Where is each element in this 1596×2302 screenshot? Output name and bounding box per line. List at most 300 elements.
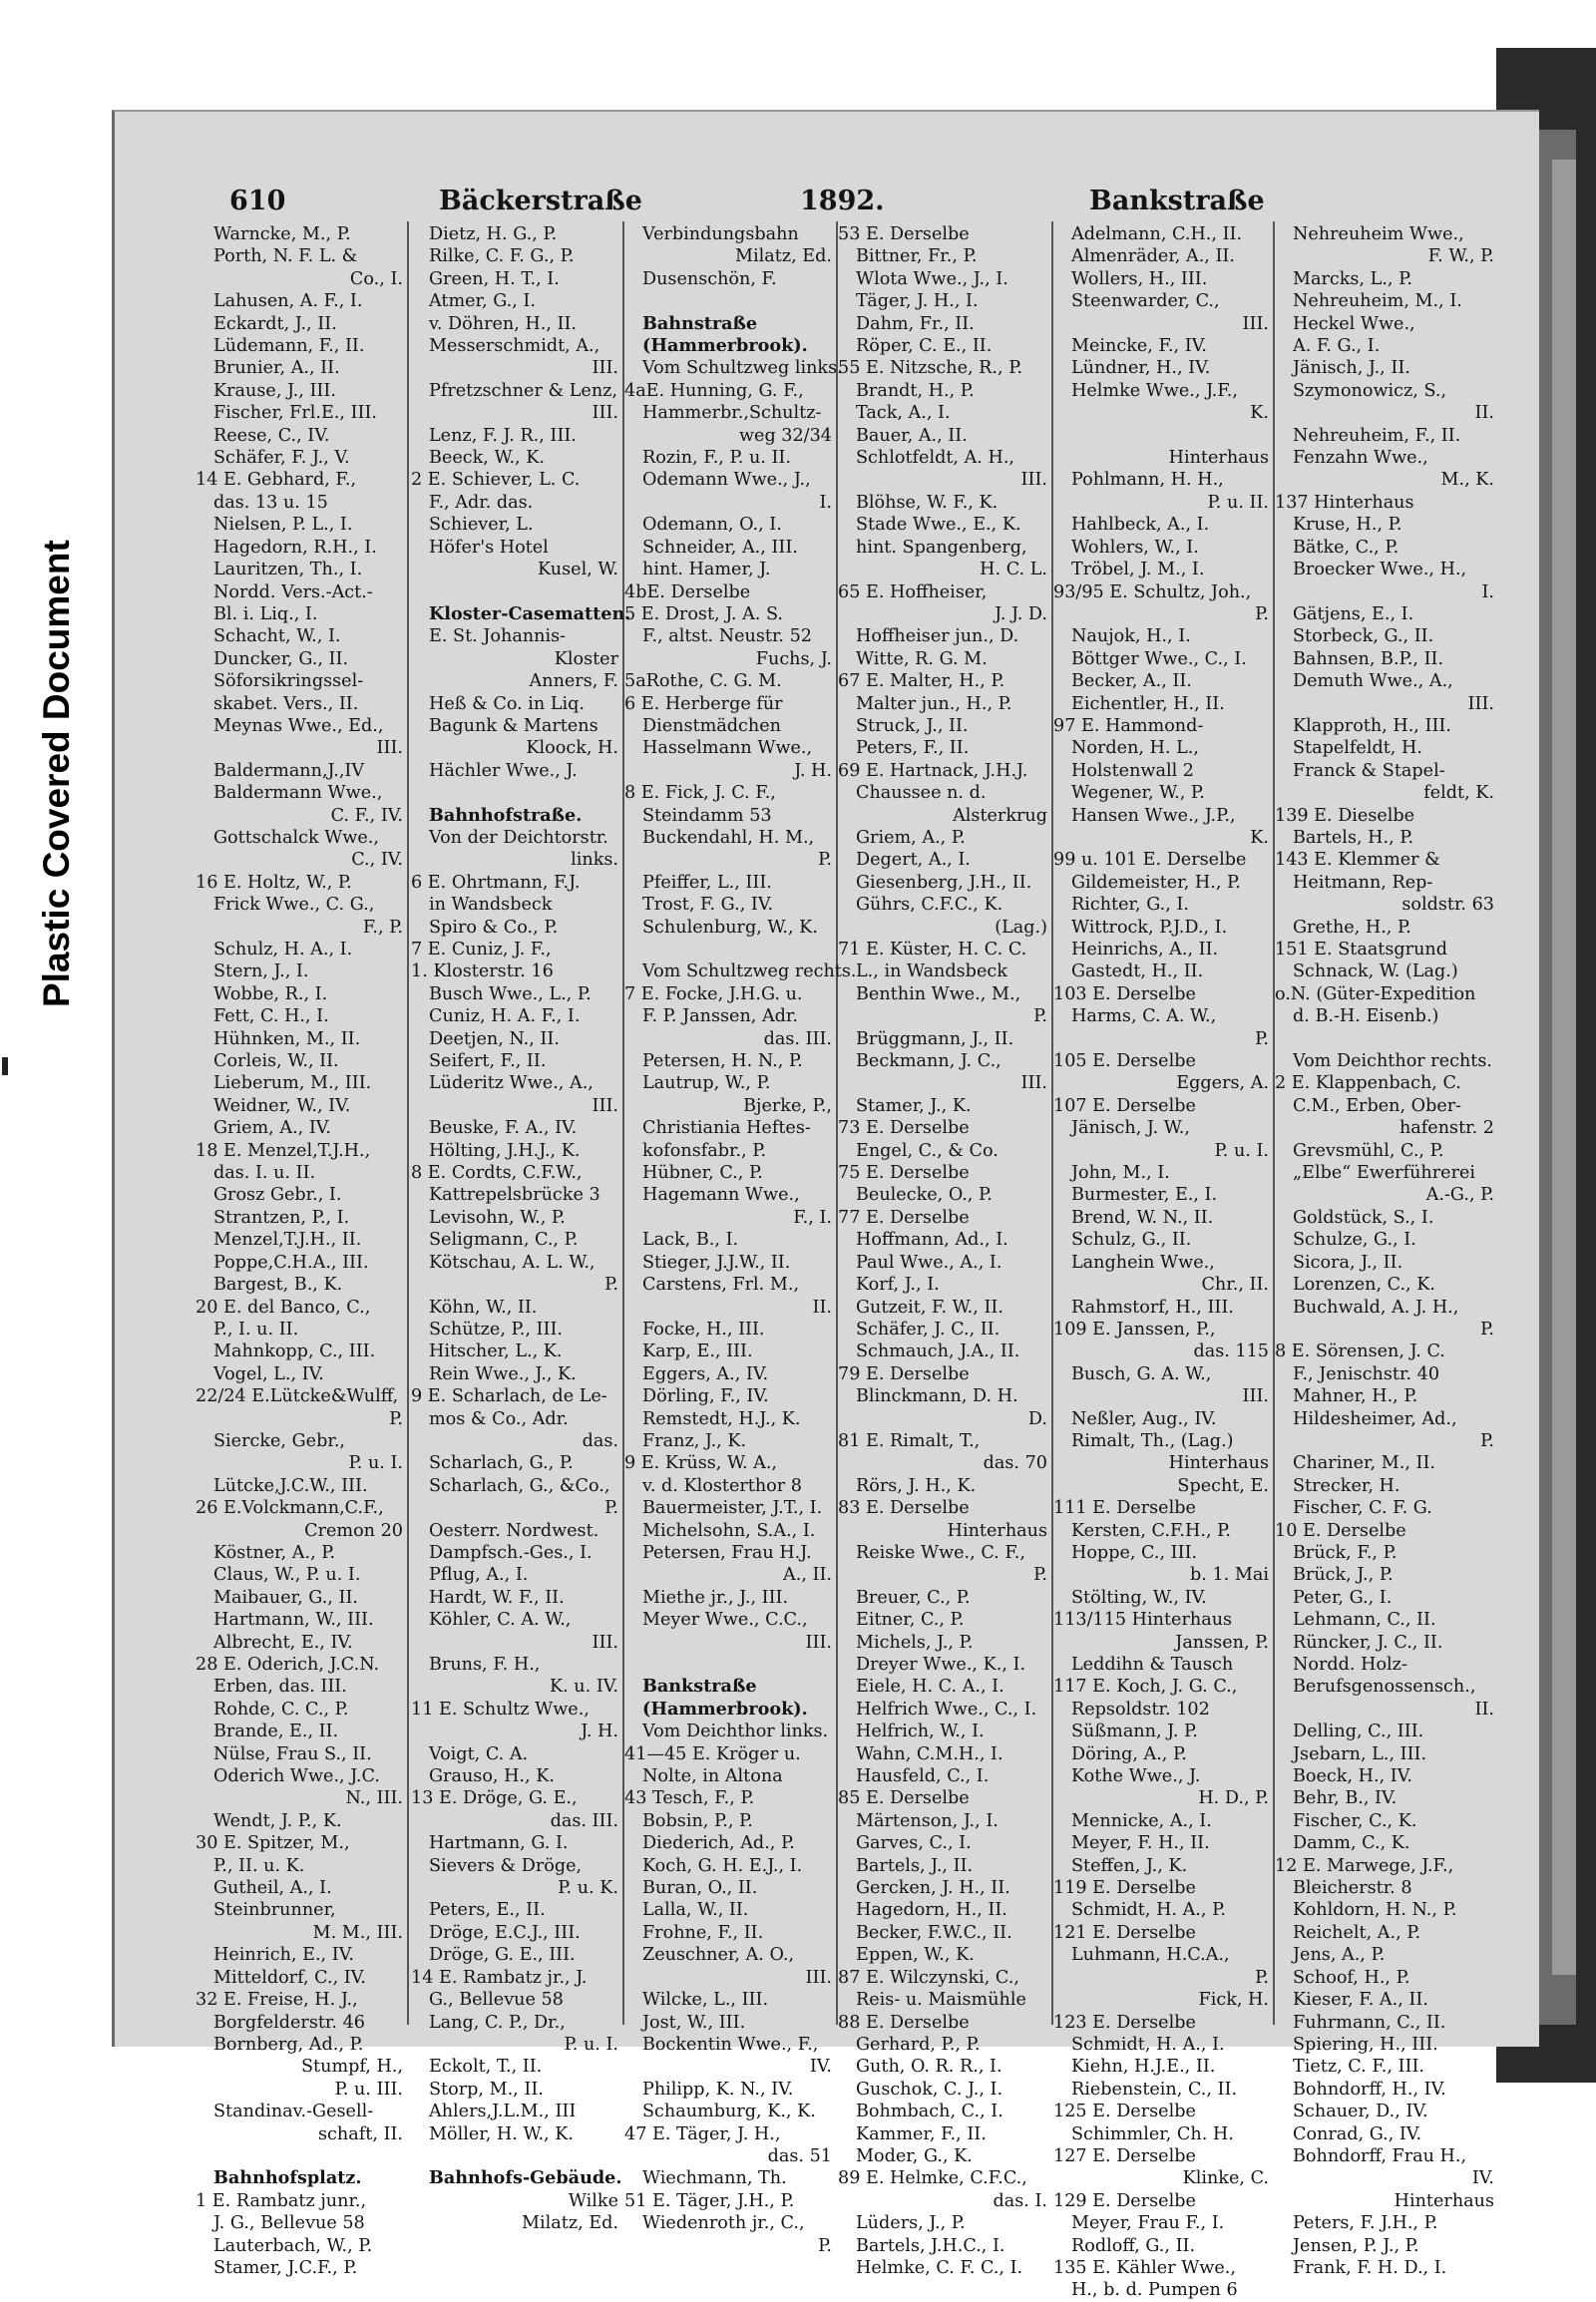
directory-line: Jänisch, J. W., bbox=[1071, 1118, 1190, 1139]
directory-line: Frank, F. H. D., I. bbox=[1293, 2257, 1447, 2278]
directory-line: G., Bellevue 58 bbox=[429, 1990, 564, 2011]
directory-line: Tröbel, J. M., I. bbox=[1071, 560, 1205, 580]
directory-line: IV. bbox=[1471, 2168, 1494, 2189]
directory-line: Warncke, M., P. bbox=[213, 224, 351, 244]
directory-line: Peters, F., II. bbox=[856, 738, 970, 759]
directory-line: Brandt, H., P. bbox=[856, 380, 975, 401]
directory-line: P. u. I. bbox=[1214, 1140, 1269, 1161]
directory-line: III. bbox=[805, 1967, 832, 1988]
directory-line: Eggers, A. bbox=[1176, 1073, 1269, 1094]
directory-line: 41—45 E. Kröger u. bbox=[624, 1743, 801, 1764]
directory-line: Jost, W., III. bbox=[642, 2012, 746, 2033]
directory-line: Hagedorn, R.H., I. bbox=[213, 537, 377, 558]
directory-line: 4bE. Derselbe bbox=[624, 581, 751, 602]
directory-line: Meyer, Frau F., I. bbox=[1071, 2213, 1225, 2234]
directory-line: H. C. L. bbox=[980, 560, 1047, 580]
directory-line bbox=[1057, 425, 1269, 447]
directory-line: 113/115 Hinterhaus bbox=[1053, 1610, 1233, 1631]
directory-line: Petersen, Frau H.J. bbox=[642, 1542, 812, 1563]
directory-line: Bohndorff, Frau H., bbox=[1293, 2145, 1467, 2166]
directory-line: Bahnhofstraße. bbox=[429, 804, 583, 826]
directory-line: Reis- u. Maismühle bbox=[856, 1990, 1026, 2011]
directory-line: Becker, F.W.C., II. bbox=[856, 1922, 1012, 1943]
directory-line: Bohndorff, H., IV. bbox=[1293, 2079, 1446, 2100]
directory-line: 105 E. Derselbe bbox=[1053, 1051, 1196, 1072]
directory-line: v. Döhren, H., II. bbox=[429, 313, 578, 334]
directory-line: F. W., P. bbox=[1427, 246, 1494, 267]
directory-line: P. u. I. bbox=[348, 1453, 403, 1474]
directory-line: 10 E. Derselbe bbox=[1275, 1520, 1406, 1541]
directory-line: Steffen, J., K. bbox=[1071, 1855, 1188, 1876]
directory-line: Meyer Wwe., C.C., bbox=[642, 1610, 808, 1631]
directory-line: links. bbox=[571, 850, 618, 871]
directory-line: P. bbox=[1255, 603, 1269, 624]
directory-line: 14 E. Gebhard, F., bbox=[196, 470, 357, 491]
directory-line bbox=[1279, 1028, 1494, 1050]
directory-line: P. u. III. bbox=[334, 2079, 403, 2100]
directory-line: b. 1. Mai bbox=[1190, 1565, 1269, 1586]
directory-line: 93/95 E. Schultz, Joh., bbox=[1053, 581, 1252, 602]
directory-line: A.-G., P. bbox=[1425, 1185, 1494, 1206]
directory-line: das. I. bbox=[993, 2190, 1047, 2211]
directory-line: Breuer, C., P. bbox=[856, 1587, 971, 1608]
directory-line: F., Adr. das. bbox=[429, 492, 534, 513]
directory-line: F., P. bbox=[362, 917, 403, 938]
directory-line: Oderich Wwe., J.C. bbox=[213, 1766, 380, 1787]
directory-line: J. H. bbox=[581, 1722, 618, 1742]
directory-line: Meyer, F. H., II. bbox=[1071, 1833, 1210, 1854]
directory-line: Poppe,C.H.A., III. bbox=[213, 1252, 369, 1273]
directory-line: Nordd. Holz- bbox=[1293, 1655, 1407, 1675]
directory-line: Bohmbach, C., I. bbox=[856, 2102, 1003, 2122]
directory-line: Stieger, J.J.W., II. bbox=[642, 1252, 791, 1273]
directory-line: Pfeiffer, L., III. bbox=[642, 872, 772, 893]
directory-line: 87 E. Wilczynski, C., bbox=[838, 1967, 1019, 1988]
directory-line: Röper, C. E., II. bbox=[856, 336, 993, 357]
directory-line: Schlotfeldt, A. H., bbox=[856, 448, 1015, 469]
directory-line: Bleicherstr. 8 bbox=[1293, 1878, 1412, 1899]
directory-line: III. bbox=[1020, 470, 1047, 491]
directory-line: Hausfeld, C., I. bbox=[856, 1766, 990, 1787]
directory-line: 151 E. Staatsgrund bbox=[1275, 940, 1447, 959]
directory-line: Corleis, W., II. bbox=[213, 1051, 339, 1072]
directory-line: Duncker, G., II. bbox=[213, 648, 349, 669]
directory-line: Kothe Wwe., J. bbox=[1071, 1766, 1201, 1787]
directory-line: Brück, F., P. bbox=[1293, 1542, 1397, 1563]
directory-line: Philipp, K. N., IV. bbox=[642, 2079, 794, 2100]
directory-line: (Hammerbrook). bbox=[642, 1698, 808, 1720]
directory-line: Lütcke,J.C.W., III. bbox=[213, 1475, 368, 1496]
directory-line: 121 E. Derselbe bbox=[1053, 1922, 1196, 1943]
directory-line: Mahner, H., P. bbox=[1293, 1386, 1418, 1407]
directory-line: Degert, A., I. bbox=[856, 850, 971, 871]
directory-line: Schmidt, H. A., P. bbox=[1071, 1900, 1226, 1921]
directory-line: Riebenstein, C., II. bbox=[1071, 2079, 1238, 2100]
directory-line: Eggers, A., IV. bbox=[642, 1363, 769, 1384]
directory-line: Buckendahl, H. M., bbox=[642, 827, 815, 848]
directory-line: Bankstraße bbox=[642, 1676, 757, 1698]
directory-line: III. bbox=[592, 403, 618, 424]
directory-line: Tack, A., I. bbox=[856, 403, 951, 424]
directory-line: in Wandsbeck bbox=[429, 895, 553, 916]
directory-line: Kruse, H., P. bbox=[1293, 515, 1402, 536]
directory-line: Atmer, G., I. bbox=[429, 291, 536, 312]
directory-line: hint. Hamer, J. bbox=[642, 560, 771, 580]
directory-line: Brend, W. N., II. bbox=[1071, 1207, 1214, 1228]
directory-line: Spiro & Co., P. bbox=[429, 917, 559, 938]
directory-line: Fuhrmann, C., II. bbox=[1293, 2012, 1446, 2033]
directory-line: Krause, J., III. bbox=[213, 380, 336, 401]
directory-line: skabet. Vers., II. bbox=[213, 693, 359, 714]
directory-line: Stumpf, H., bbox=[301, 2057, 403, 2078]
page-number: 610 bbox=[229, 186, 286, 216]
directory-line: III. bbox=[376, 738, 403, 759]
directory-line: 4aE. Hunning, G. F., bbox=[624, 380, 804, 401]
directory-line: Holstenwall 2 bbox=[1071, 760, 1194, 781]
directory-line: Bockentin Wwe., F., bbox=[642, 2034, 819, 2055]
directory-line: Ahlers,J.L.M., III bbox=[429, 2102, 577, 2122]
directory-line: Hahlbeck, A., I. bbox=[1071, 515, 1210, 536]
directory-line: 77 E. Derselbe bbox=[838, 1207, 970, 1228]
directory-line: Nehreuheim, M., I. bbox=[1293, 291, 1462, 312]
directory-line: Demuth Wwe., A., bbox=[1293, 671, 1453, 692]
directory-line: Broecker Wwe., H., bbox=[1293, 560, 1467, 580]
directory-line: „Elbe“ Ewerführerei bbox=[1293, 1163, 1476, 1184]
directory-line: Jsebarn, L., III. bbox=[1293, 1743, 1427, 1764]
directory-line: Odemann, O., I. bbox=[642, 515, 782, 536]
directory-line: P. bbox=[1480, 1430, 1494, 1451]
directory-line: Boeck, H., IV. bbox=[1293, 1766, 1412, 1787]
directory-line: II. bbox=[812, 1297, 832, 1318]
directory-line: 51 E. Täger, J.H., P. bbox=[624, 2190, 795, 2211]
directory-line: Erben, das. III. bbox=[213, 1677, 347, 1698]
directory-line: 137 Hinterhaus bbox=[1275, 492, 1414, 513]
directory-line: Scharlach, G., P. bbox=[429, 1453, 574, 1474]
directory-line: Spiering, H., III. bbox=[1293, 2034, 1438, 2055]
directory-line: J. J. D. bbox=[995, 603, 1047, 624]
directory-line: Dreyer Wwe., K., I. bbox=[856, 1655, 1026, 1675]
directory-line: Levisohn, W., P. bbox=[429, 1207, 566, 1228]
directory-line: Zeuschner, A. O., bbox=[642, 1945, 795, 1966]
directory-line: Wahn, C.M.H., I. bbox=[856, 1743, 1003, 1764]
directory-line: Gührs, C.F.C., K. bbox=[856, 895, 1003, 916]
directory-line: Stade Wwe., E., K. bbox=[856, 515, 1021, 536]
directory-line: Gildemeister, H., P. bbox=[1071, 872, 1241, 893]
directory-line: Milatz, Ed. bbox=[522, 2213, 618, 2234]
directory-line: Bagunk & Martens bbox=[429, 715, 598, 736]
directory-line: A. F. G., I. bbox=[1293, 336, 1381, 357]
directory-line: Michelsohn, S.A., I. bbox=[642, 1520, 816, 1541]
directory-line: Szymonowicz, S., bbox=[1293, 380, 1447, 401]
directory-line: Odemann Wwe., J., bbox=[642, 470, 811, 491]
directory-line: Beeck, W., K. bbox=[429, 448, 545, 469]
directory-line: Stapelfeldt, H. bbox=[1293, 738, 1422, 759]
directory-line: Chariner, M., II. bbox=[1293, 1453, 1436, 1474]
directory-line bbox=[415, 581, 618, 603]
directory-line: P. bbox=[1033, 1565, 1047, 1586]
directory-line: Co., I. bbox=[349, 268, 403, 289]
directory-line: Lorenzen, C., K. bbox=[1293, 1275, 1435, 1296]
directory-line: Frohne, F., II. bbox=[642, 1922, 764, 1943]
directory-line: Gastedt, H., II. bbox=[1071, 961, 1204, 982]
directory-line: das. 70 bbox=[983, 1453, 1047, 1474]
directory-line: Möller, H. W., K. bbox=[429, 2123, 574, 2144]
directory-column-2 bbox=[411, 223, 631, 2234]
directory-line: Kloster-Casematten. bbox=[429, 602, 631, 624]
directory-line: Scharlach, G., &Co., bbox=[429, 1475, 610, 1496]
directory-line: Heitmann, Rep- bbox=[1293, 872, 1433, 893]
directory-line: Dröge, E.C.J., III. bbox=[429, 1922, 581, 1943]
directory-line: Beulecke, O., P. bbox=[856, 1185, 993, 1206]
directory-line: Jensen, P. J., P. bbox=[1293, 2235, 1419, 2256]
year-heading: 1892. bbox=[800, 186, 885, 216]
directory-line: Baldermann,J.,IV bbox=[213, 760, 365, 781]
directory-line: Hardt, W. F., II. bbox=[429, 1587, 565, 1608]
directory-line: 6 E. Ohrtmann, F.J. bbox=[411, 872, 581, 893]
directory-line: Conrad, G., IV. bbox=[1293, 2123, 1422, 2144]
directory-line: F., altst. Neustr. 52 bbox=[642, 626, 812, 647]
directory-line: Kötschau, A. L. W., bbox=[429, 1252, 596, 1273]
directory-line: Michels, J., P. bbox=[856, 1632, 974, 1653]
directory-line: Lündner, H., IV. bbox=[1071, 358, 1211, 379]
directory-line: Von der Deichtorstr. bbox=[429, 827, 608, 848]
directory-line: P. u. I. bbox=[564, 2034, 618, 2055]
directory-line: Stölting, W., IV. bbox=[1071, 1587, 1207, 1608]
directory-line: Dahm, Fr., II. bbox=[856, 313, 975, 334]
directory-line: Richter, G., I. bbox=[1071, 895, 1189, 916]
directory-line: Claus, W., P. u. I. bbox=[213, 1565, 361, 1586]
page-header bbox=[229, 186, 1265, 221]
directory-line: Hammerbr.,Schultz- bbox=[642, 403, 822, 424]
directory-line: Marcks, L., P. bbox=[1293, 268, 1412, 289]
directory-line bbox=[628, 290, 832, 312]
directory-line: Kiehn, H.J.E., II. bbox=[1071, 2057, 1216, 2078]
directory-line: Fischer, Frl.E., III. bbox=[213, 403, 378, 424]
directory-line: Bittner, Fr., P. bbox=[856, 246, 978, 267]
directory-line: Anners, F. bbox=[529, 671, 618, 692]
directory-line: Brande, E., II. bbox=[213, 1722, 339, 1742]
directory-line: Fick, H. bbox=[1198, 1990, 1269, 2011]
directory-line: 8 E. Cordts, C.F.W., bbox=[411, 1163, 583, 1184]
directory-line: John, M., I. bbox=[1071, 1163, 1170, 1184]
directory-line: 81 E. Rimalt, T., bbox=[838, 1430, 981, 1451]
directory-line: Adelmann, C.H., II. bbox=[1071, 224, 1243, 244]
directory-line: Bahnstraße bbox=[642, 312, 758, 334]
directory-line: schaft, II. bbox=[318, 2123, 403, 2144]
directory-line: I. bbox=[1481, 581, 1494, 602]
directory-line: Storbeck, G., II. bbox=[1293, 626, 1434, 647]
directory-line: Dusenschön, F. bbox=[642, 268, 777, 289]
directory-line: 1 E. Rambatz junr., bbox=[196, 2190, 367, 2211]
directory-line: 143 E. Klemmer & bbox=[1275, 850, 1440, 871]
directory-line: v. d. Klosterthor 8 bbox=[642, 1475, 802, 1496]
directory-line: Böttger Wwe., C., I. bbox=[1071, 648, 1247, 669]
directory-line: Hölting, J.H.J., K. bbox=[429, 1140, 581, 1161]
directory-line: Voigt, C. A. bbox=[429, 1743, 529, 1764]
directory-line: Gottschalck Wwe., bbox=[213, 827, 379, 848]
directory-line: Harms, C. A. W., bbox=[1071, 1006, 1217, 1027]
directory-line: Griem, A., IV. bbox=[213, 1118, 332, 1139]
directory-line: Lenz, F. J. R., III. bbox=[429, 425, 577, 446]
plastic-covered-label bbox=[36, 540, 77, 1007]
directory-line: Jänisch, J., II. bbox=[1293, 358, 1410, 379]
directory-line: 139 E. Dieselbe bbox=[1275, 805, 1415, 826]
directory-line: Strantzen, P., I. bbox=[213, 1207, 350, 1228]
directory-line: Grosz Gebr., I. bbox=[213, 1185, 342, 1206]
directory-line: Schiever, L. bbox=[429, 515, 534, 536]
directory-line: 18 E. Menzel,T.J.H., bbox=[196, 1140, 371, 1161]
directory-line: Luhmann, H.C.A., bbox=[1071, 1945, 1230, 1966]
directory-line: Lehmann, C., II. bbox=[1293, 1610, 1436, 1631]
directory-line: 109 E. Janssen, P., bbox=[1053, 1319, 1216, 1340]
directory-line: Standinav.-Gesell- bbox=[213, 2102, 374, 2122]
directory-line: Blinckmann, D. H. bbox=[856, 1386, 1018, 1407]
directory-line: soldstr. 63 bbox=[1401, 895, 1494, 916]
right-street-heading: Bankstraße bbox=[1089, 186, 1265, 216]
directory-line: 53 E. Derselbe bbox=[838, 224, 970, 244]
directory-column-6 bbox=[1275, 223, 1494, 2278]
directory-line: Grauso, H., K. bbox=[429, 1766, 555, 1787]
directory-line: das. 51 bbox=[767, 2145, 832, 2166]
directory-line: Siercke, Gebr., bbox=[213, 1430, 346, 1451]
directory-line: Green, H. T., I. bbox=[429, 268, 560, 289]
directory-line: Schulz, H. A., I. bbox=[213, 940, 353, 959]
directory-line: Diederich, Ad., P. bbox=[642, 1833, 795, 1854]
left-street-heading: Bäckerstraße bbox=[439, 186, 642, 216]
directory-line: Rimalt, Th., (Lag.) bbox=[1071, 1430, 1234, 1451]
directory-line: Bahnhofsplatz. bbox=[213, 2167, 362, 2189]
directory-line: P., I. u. II. bbox=[213, 1319, 299, 1340]
directory-line: Schäfer, F. J., V. bbox=[213, 448, 350, 469]
directory-line: das. 115 bbox=[1193, 1342, 1269, 1362]
directory-line: Heß & Co. in Liq. bbox=[429, 693, 585, 714]
directory-line: Kammer, F., II. bbox=[856, 2123, 987, 2144]
directory-line: K. u. IV. bbox=[549, 1677, 618, 1698]
directory-line: Karp, E., III. bbox=[642, 1342, 753, 1362]
directory-line: Albrecht, E., IV. bbox=[213, 1632, 353, 1653]
directory-line: 9 E. Krüss, W. A., bbox=[624, 1453, 778, 1474]
directory-line: Giesenberg, J.H., II. bbox=[856, 872, 1032, 893]
directory-column-5 bbox=[1053, 223, 1269, 2301]
margin-mark bbox=[2, 1057, 8, 1075]
directory-line: Reichelt, A., P. bbox=[1293, 1922, 1421, 1943]
directory-line: Gutheil, A., I. bbox=[213, 1878, 332, 1899]
directory-line: III. bbox=[805, 1632, 832, 1653]
directory-line: Bauermeister, J.T., I. bbox=[642, 1498, 823, 1519]
directory-line: Porth, N. F. L. & bbox=[213, 246, 358, 267]
directory-line: 1. Klosterstr. 16 bbox=[411, 961, 554, 982]
directory-line: III. bbox=[1242, 313, 1269, 334]
directory-line: J. G., Bellevue 58 bbox=[213, 2213, 365, 2234]
directory-line: Bargest, B., K. bbox=[213, 1275, 343, 1296]
directory-line: Menzel,T.J.H., II. bbox=[213, 1230, 362, 1251]
directory-line: Hinterhaus bbox=[1168, 1453, 1269, 1474]
directory-line: Beuske, F. A., IV. bbox=[429, 1118, 578, 1139]
directory-line: Rozin, F., P. u. II. bbox=[642, 448, 791, 469]
directory-line: Trost, F. G., IV. bbox=[642, 895, 774, 916]
directory-line: Bartels, J.H.C., I. bbox=[856, 2235, 1005, 2256]
directory-line: Christiania Heftes- bbox=[642, 1118, 811, 1139]
directory-line: Helmke, C. F. C., I. bbox=[856, 2257, 1023, 2278]
directory-line: Sievers & Dröge, bbox=[429, 1855, 583, 1876]
directory-line: Wollers, H., III. bbox=[1071, 268, 1208, 289]
directory-line: 111 E. Derselbe bbox=[1053, 1498, 1196, 1519]
directory-line: Malter jun., H., P. bbox=[856, 693, 1012, 714]
directory-line: P. u. K. bbox=[558, 1878, 618, 1899]
directory-line: Kersten, C.F.H., P. bbox=[1071, 1520, 1231, 1541]
directory-line: 97 E. Hammond- bbox=[1053, 715, 1204, 736]
directory-line: Korf, J., I. bbox=[856, 1275, 940, 1296]
directory-line: Dörling, F., IV. bbox=[642, 1386, 769, 1407]
directory-line: Steenwarder, C., bbox=[1071, 291, 1220, 312]
directory-line: Chr., II. bbox=[1201, 1275, 1269, 1296]
directory-line: Hagemann Wwe., bbox=[642, 1185, 800, 1206]
directory-line: Bornberg, Ad., P. bbox=[213, 2034, 364, 2055]
directory-line: Wiechmann, Th. bbox=[642, 2168, 787, 2189]
directory-line: Hoppe, C., III. bbox=[1071, 1542, 1198, 1563]
directory-line: Rohde, C. C., P. bbox=[213, 1699, 349, 1720]
directory-line: Heckel Wwe., bbox=[1293, 313, 1415, 334]
directory-line: Sicora, J., II. bbox=[1293, 1252, 1403, 1273]
directory-line: Schulz, G., II. bbox=[1071, 1230, 1192, 1251]
directory-line: Brück, J., P. bbox=[1293, 1565, 1394, 1586]
directory-line: Rodloff, G., II. bbox=[1071, 2235, 1196, 2256]
directory-line: 67 E. Malter, H., P. bbox=[838, 671, 1005, 692]
directory-line: Cremon 20 bbox=[304, 1520, 403, 1541]
directory-line: Märtenson, J., I. bbox=[856, 1810, 998, 1831]
directory-line: Wilcke, L., III. bbox=[642, 1990, 769, 2011]
directory-line: P. bbox=[1255, 1028, 1269, 1049]
directory-line: P. u. II. bbox=[1207, 492, 1269, 513]
directory-line: 7 E. Focke, J.H.G. u. bbox=[624, 983, 803, 1004]
directory-line: Söforsikringssel- bbox=[213, 671, 364, 692]
directory-line: Witte, R. G. M. bbox=[856, 648, 988, 669]
directory-line: Eiele, H. C. A., I. bbox=[856, 1677, 1004, 1698]
directory-line: Remstedt, H.J., K. bbox=[642, 1408, 801, 1429]
directory-line: Eichentler, H., II. bbox=[1071, 693, 1225, 714]
directory-line: Behr, B., IV. bbox=[1293, 1788, 1397, 1809]
directory-line: Schmidt, H. A., I. bbox=[1071, 2034, 1225, 2055]
directory-line: 7 E. Cuniz, J. F., bbox=[411, 940, 552, 959]
directory-line: Dietz, H. G., P. bbox=[429, 224, 558, 244]
directory-line: o.N. (Güter-Expedition bbox=[1275, 983, 1476, 1004]
directory-line: Almenräder, A., II. bbox=[1071, 246, 1235, 267]
directory-line: Lieberum, M., III. bbox=[213, 1073, 372, 1094]
directory-line: Guschok, C. J., I. bbox=[856, 2079, 1003, 2100]
directory-line: Eckolt, T., II. bbox=[429, 2057, 543, 2078]
directory-line: Milatz, Ed. bbox=[735, 246, 832, 267]
directory-line: Hoffmann, Ad., I. bbox=[856, 1230, 1008, 1251]
directory-line: Naujok, H., I. bbox=[1071, 626, 1191, 647]
directory-line: Köstner, A., P. bbox=[213, 1542, 336, 1563]
directory-line: Wilke bbox=[568, 2190, 618, 2211]
directory-line: 5aRothe, C. G. M. bbox=[624, 671, 782, 692]
directory-line: Schnack, W. (Lag.) bbox=[1293, 961, 1458, 982]
directory-line: Langhein Wwe., bbox=[1071, 1252, 1215, 1273]
directory-line: Borgfelderstr. 46 bbox=[213, 2012, 365, 2033]
directory-line: N., III. bbox=[345, 1788, 403, 1809]
directory-line: Kohldorn, H. N., P. bbox=[1293, 1900, 1457, 1921]
directory-line: Schimmler, Ch. H. bbox=[1071, 2123, 1234, 2144]
directory-line: Mahnkopp, C., III. bbox=[213, 1342, 376, 1362]
directory-line: Seifert, F., II. bbox=[429, 1051, 547, 1072]
directory-line: Weidner, W., IV. bbox=[213, 1095, 351, 1116]
side-label-text: Plastic Covered Document bbox=[36, 540, 77, 1007]
directory-line: D. bbox=[1027, 1408, 1047, 1429]
directory-line: Schoof, H., P. bbox=[1293, 1967, 1410, 1988]
directory-line: Lang, C. P., Dr., bbox=[429, 2012, 566, 2033]
directory-line: Schulze, G., I. bbox=[1293, 1230, 1416, 1251]
